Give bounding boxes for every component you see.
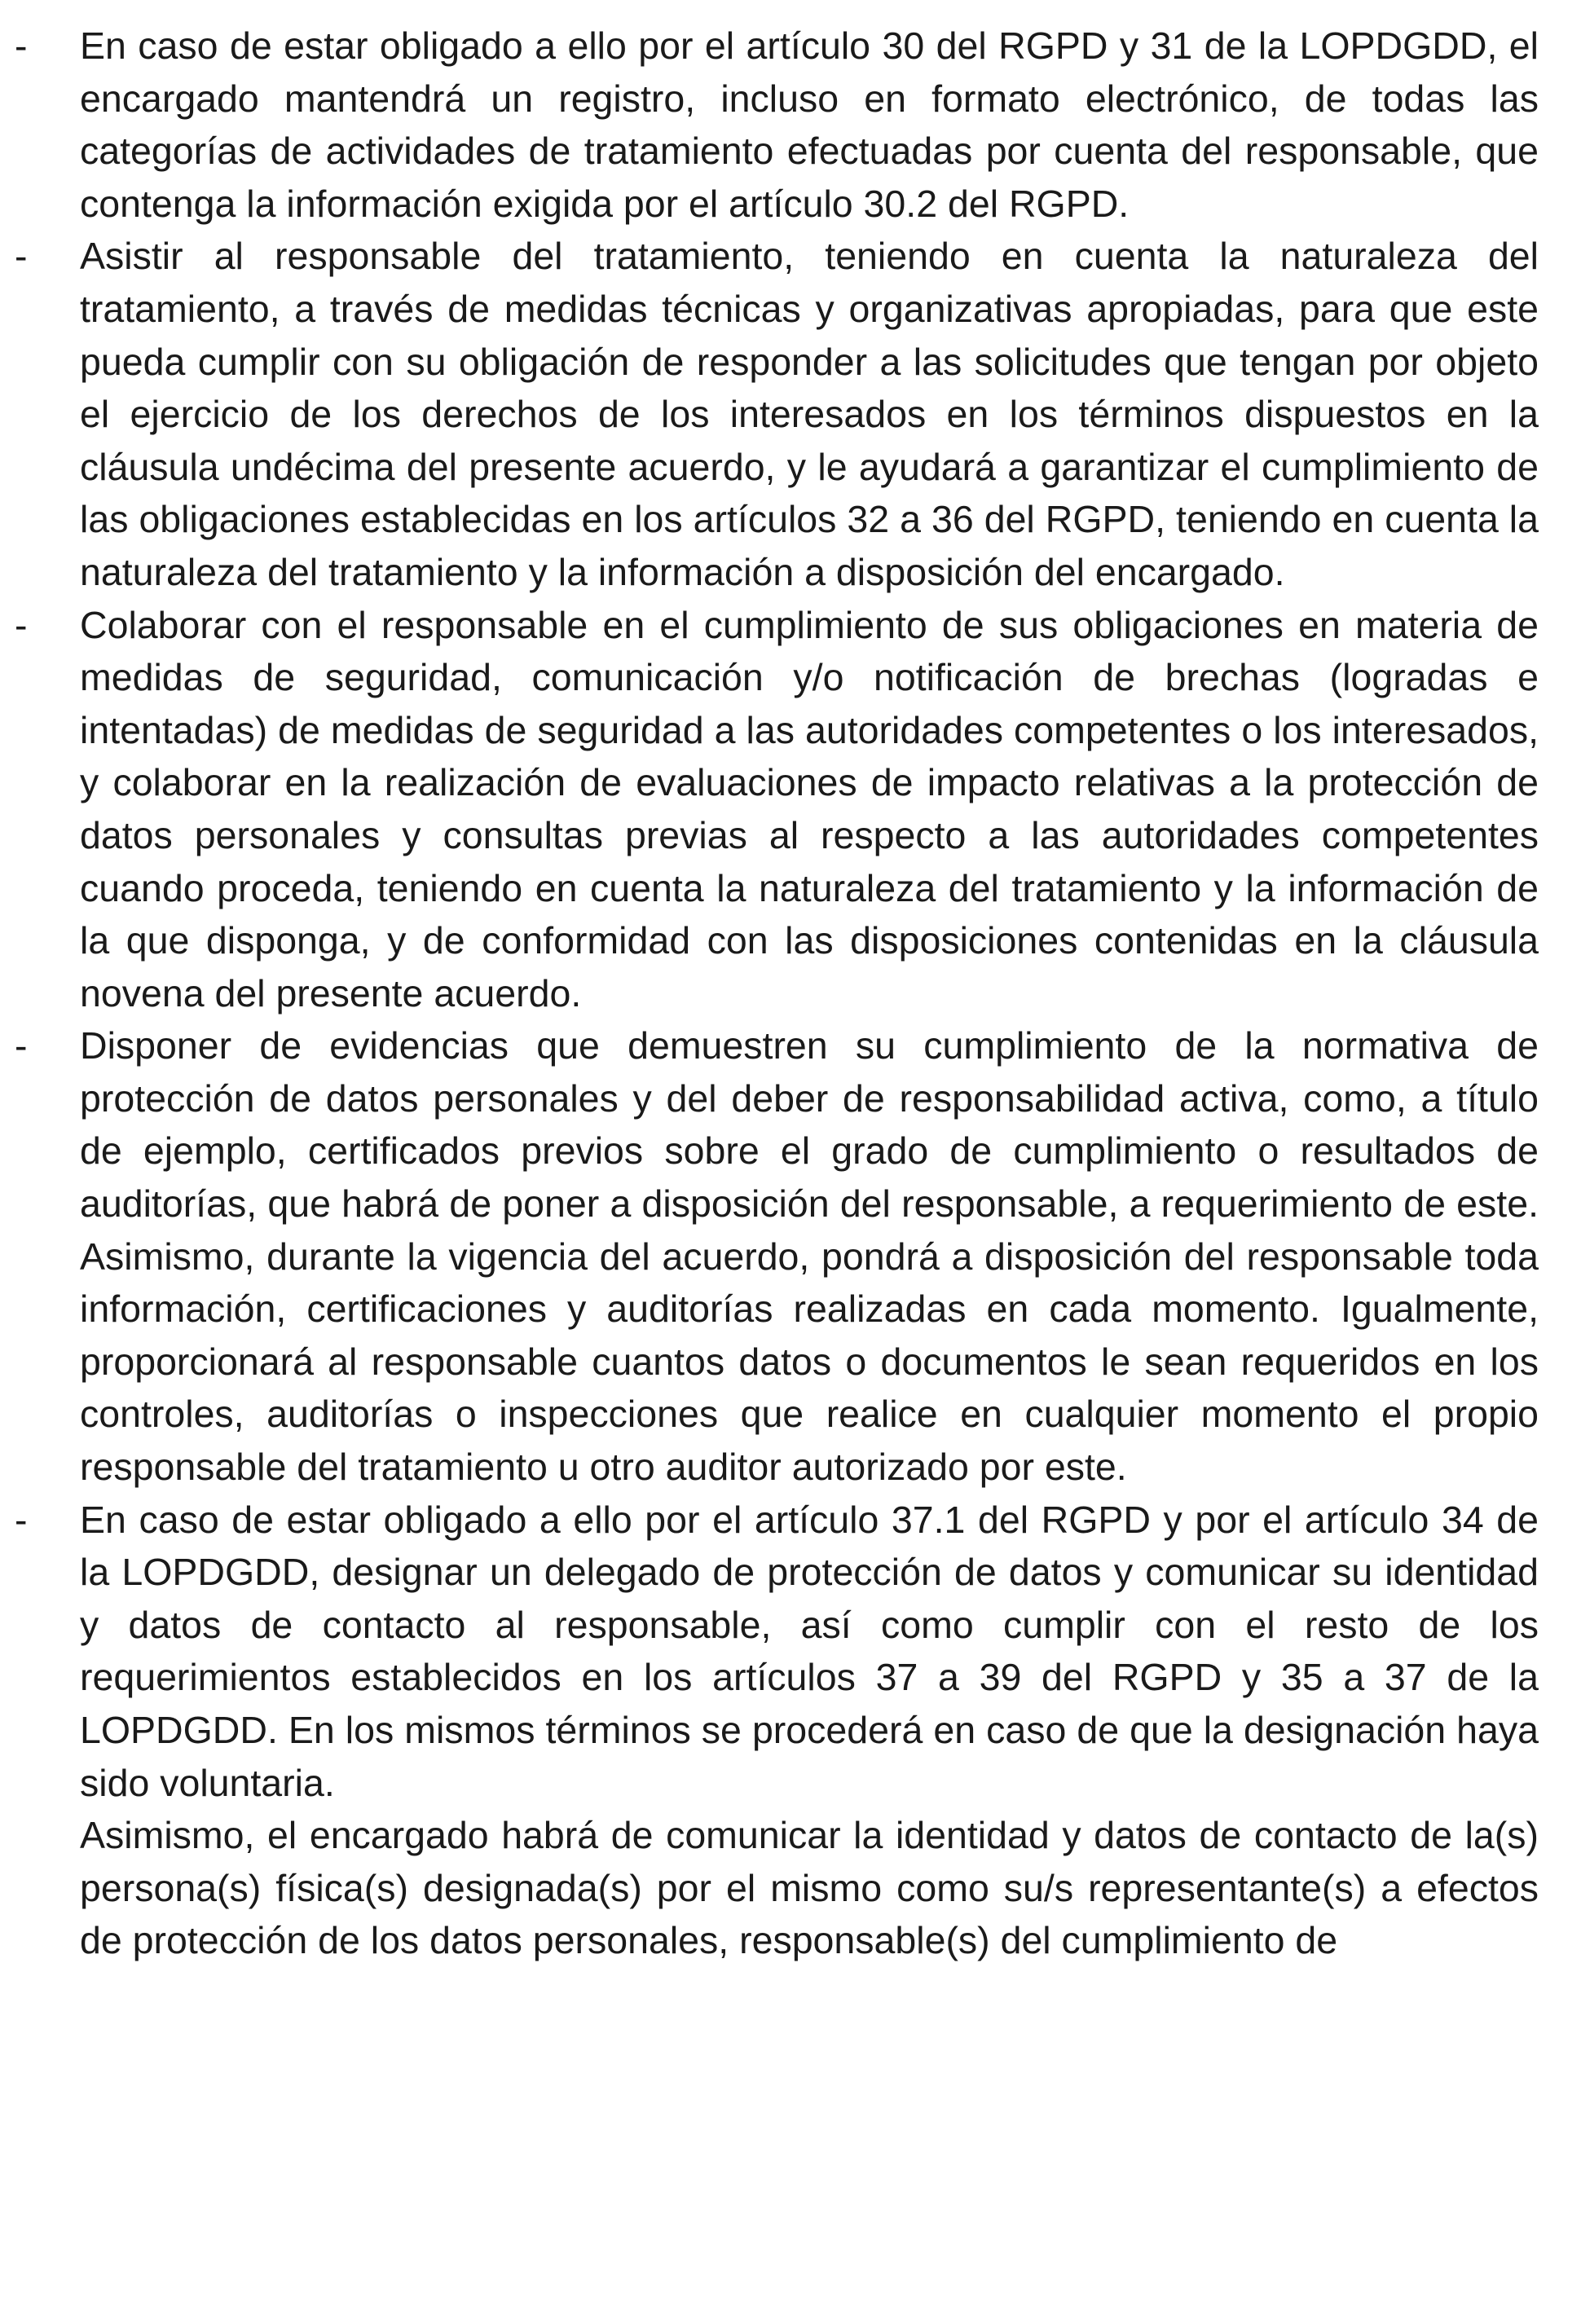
list-bullet: - [15,1498,28,1541]
list-item [15,1019,1539,1493]
list-bullet: - [15,235,28,278]
list-bullet: - [15,1024,28,1067]
list-item [15,1494,1539,1810]
list-bullet: - [15,603,28,646]
list-item-text: Asistir al responsable del tratamiento, teniendo en cuenta la naturaleza del tratamiento, a través de medidas técnicas y organizativas apropiadas, para que este pueda cumplir con su obligación de responder a las solicitudes que tengan por objeto el ejercicio de los derechos de los interesados en los términos dispuestos en la cláusula undécima del presente acuerdo, y le ayudará a garantizar el cumplimiento de las obligaciones establecidas en los artículos 32 a 36 del RGPD, teniendo en cuenta la naturaleza del tratamiento y la información a disposición del encargado. [80,235,1539,593]
list-item-text: En caso de estar obligado a ello por el artículo 37.1 del RGPD y por el artículo 34 de la LOPDGDD, designar un delegado de protección de datos y comunicar su identidad y datos de contacto al responsable, así como cumplir con el resto de los requerimientos establecidos en los artículos 37 a 39 del RGPD y 35 a 37 de la LOPDGDD. En los mismos términos se procederá en caso de que la designación haya sido voluntaria. [80,1498,1539,1804]
closing-paragraph [15,1809,1539,1967]
closing-paragraph-text: Asimismo, el encargado habrá de comunicar la identidad y datos de contacto de la(s) persona(s) física(s) designada(s) por el mismo como su/s representante(s) a efectos de protección de los datos personales, responsable(s) del cumplimiento de [80,1814,1539,1962]
obligations-list [15,20,1539,1967]
list-item-text: Disponer de evidencias que demuestren su cumplimiento de la normativa de protección de datos personales y del deber de responsabilidad activa, como, a título de ejemplo, certificados previos sobre el grado de cumplimiento o resultados de auditorías, que habrá de poner a disposición del responsable, a requerimiento de este. Asimismo, durante la vigencia del acuerdo, pondrá a disposición del responsable toda información, certificaciones y auditorías realizadas en cada momento. Igualmente, proporcionará al responsable cuantos datos o documentos le sean requeridos en los controles, auditorías o inspecciones que realice en cualquier momento el propio responsable del tratamiento u otro auditor autorizado por este. [80,1024,1539,1489]
list-bullet: - [15,24,28,67]
list-item-text: Colaborar con el responsable en el cumplimiento de sus obligaciones en materia de medidas de seguridad, comunicación y/o notificación de brechas (logradas e intentadas) de medidas de seguridad a las autoridades competentes o los interesados, y colaborar en la realización de evaluaciones de impacto relativas a la protección de datos personales y consultas previas al respecto a las autoridades competentes cuando proceda, teniendo en cuenta la naturaleza del tratamiento y la información de la que disponga, y de conformidad con las disposiciones contenidas en la cláusula novena del presente acuerdo. [80,603,1539,1015]
list-item [15,230,1539,598]
list-item [15,20,1539,230]
list-item-text: En caso de estar obligado a ello por el artículo 30 del RGPD y 31 de la LOPDGDD, el encargado mantendrá un registro, incluso en formato electrónico, de todas las categorías de actividades de tratamiento efectuadas por cuenta del responsable, que contenga la información exigida por el artículo 30.2 del RGPD. [80,24,1539,225]
list-item [15,599,1539,1020]
